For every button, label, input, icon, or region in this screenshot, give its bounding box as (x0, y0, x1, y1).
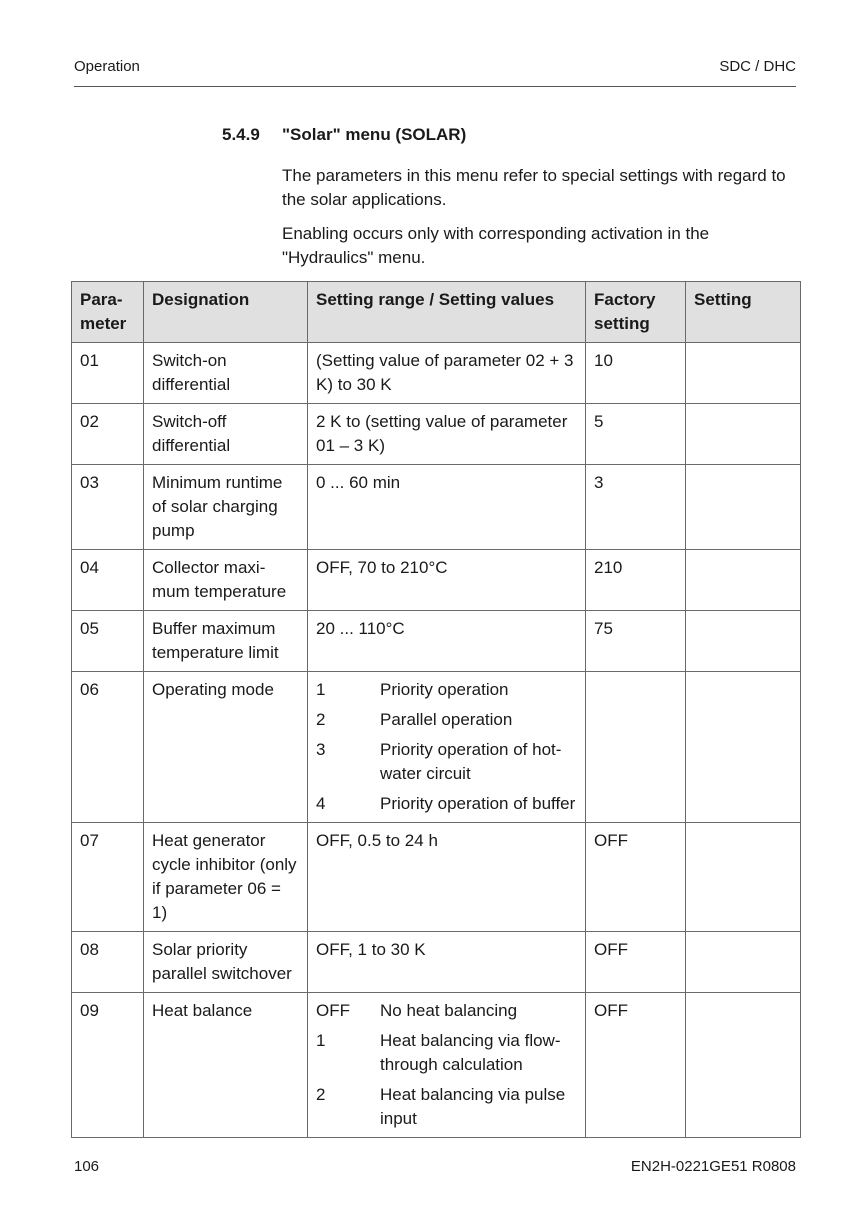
param-range: (Setting value of parameter 02 + 3 K) to 30 K (308, 343, 586, 404)
table-row (72, 993, 801, 1138)
param-setting (686, 993, 801, 1138)
intro-paragraph-1: The parameters in this menu refer to special settings with regard to the solar applications. (282, 166, 786, 209)
option-value: Parallel operation (380, 710, 513, 729)
header-setting-range: Setting range / Setting values (308, 282, 586, 343)
param-number: 06 (72, 672, 144, 823)
table-row (72, 404, 801, 465)
option-row (316, 1083, 577, 1131)
param-factory: OFF (586, 993, 686, 1138)
param-factory: 210 (586, 550, 686, 611)
option-value: Priority operation (380, 680, 509, 699)
param-factory: OFF (586, 823, 686, 932)
param-designation: Switch-off differential (144, 404, 308, 465)
param-range: 2 K to (setting value of parameter 01 – 3 K) (308, 404, 586, 465)
param-setting (686, 672, 801, 823)
header-section-name: Operation (74, 58, 140, 75)
option-key: 1 (316, 680, 326, 699)
table-row (72, 823, 801, 932)
param-number: 08 (72, 932, 144, 993)
param-designation: Buffer maximum temperature limit (144, 611, 308, 672)
table-row (72, 465, 801, 550)
param-number: 07 (72, 823, 144, 932)
option-value: Heat balancing via flow-through calculation (380, 1031, 561, 1074)
param-designation: Collector maxi-mum temperature (144, 550, 308, 611)
page-number: 106 (74, 1158, 100, 1175)
param-designation: Operating mode (144, 672, 308, 823)
option-value: Priority operation of hot-water circuit (380, 740, 562, 783)
param-range: OFF, 0.5 to 24 h (308, 823, 586, 932)
option-key: 2 (316, 710, 326, 729)
param-setting (686, 823, 801, 932)
param-range: OFF, 1 to 30 K (308, 932, 586, 993)
page-header (74, 58, 796, 87)
option-row (316, 738, 577, 786)
param-range: 0 ... 60 min (308, 465, 586, 550)
table-row (72, 611, 801, 672)
parameter-table (71, 281, 801, 1138)
option-key: 3 (316, 740, 326, 759)
header-designation: Designation (144, 282, 308, 343)
table-header-row (72, 282, 801, 343)
option-row (316, 678, 577, 702)
param-options (308, 672, 586, 823)
section-number: 5.4.9 (222, 125, 260, 144)
param-factory: 5 (586, 404, 686, 465)
table-row (72, 550, 801, 611)
param-setting (686, 343, 801, 404)
param-setting (686, 404, 801, 465)
intro-paragraph-2: Enabling occurs only with corresponding activation in the "Hydraulics" menu. (282, 224, 710, 267)
option-value: No heat balancing (380, 1001, 518, 1020)
header-setting: Setting (686, 282, 801, 343)
option-row (316, 1029, 577, 1077)
param-setting (686, 611, 801, 672)
param-factory (586, 672, 686, 823)
param-number: 05 (72, 611, 144, 672)
option-row (316, 999, 577, 1023)
param-number: 01 (72, 343, 144, 404)
option-key: 2 (316, 1085, 326, 1104)
param-setting (686, 932, 801, 993)
param-setting (686, 550, 801, 611)
param-factory: 10 (586, 343, 686, 404)
param-factory: OFF (586, 932, 686, 993)
table-row (72, 932, 801, 993)
section-title: "Solar" menu (SOLAR) (282, 125, 467, 144)
document-code: EN2H-0221GE51 R0808 (630, 1158, 796, 1175)
param-number: 03 (72, 465, 144, 550)
table-row (72, 672, 801, 823)
param-setting (686, 465, 801, 550)
option-row (316, 792, 577, 816)
option-value: Priority operation of buffer (380, 794, 576, 813)
param-options (308, 993, 586, 1138)
option-key: 1 (316, 1031, 326, 1050)
param-factory: 75 (586, 611, 686, 672)
header-parameter: Para-meter (72, 282, 144, 343)
option-key: 4 (316, 794, 326, 813)
option-key: OFF (316, 1001, 350, 1020)
param-designation: Switch-on differential (144, 343, 308, 404)
param-designation: Heat generator cycle inhibitor (only if parameter 06 = 1) (144, 823, 308, 932)
param-designation: Solar priority parallel switchover (144, 932, 308, 993)
param-range: 20 ... 110°C (308, 611, 586, 672)
param-designation: Minimum runtime of solar charging pump (144, 465, 308, 550)
option-row (316, 708, 577, 732)
param-number: 04 (72, 550, 144, 611)
param-number: 09 (72, 993, 144, 1138)
param-range: OFF, 70 to 210°C (308, 550, 586, 611)
param-number: 02 (72, 404, 144, 465)
table-row (72, 343, 801, 404)
header-product-name: SDC / DHC (719, 58, 796, 75)
option-value: Heat balancing via pulse input (380, 1085, 566, 1128)
param-factory: 3 (586, 465, 686, 550)
header-factory-setting: Factory setting (586, 282, 686, 343)
param-designation: Heat balance (144, 993, 308, 1138)
